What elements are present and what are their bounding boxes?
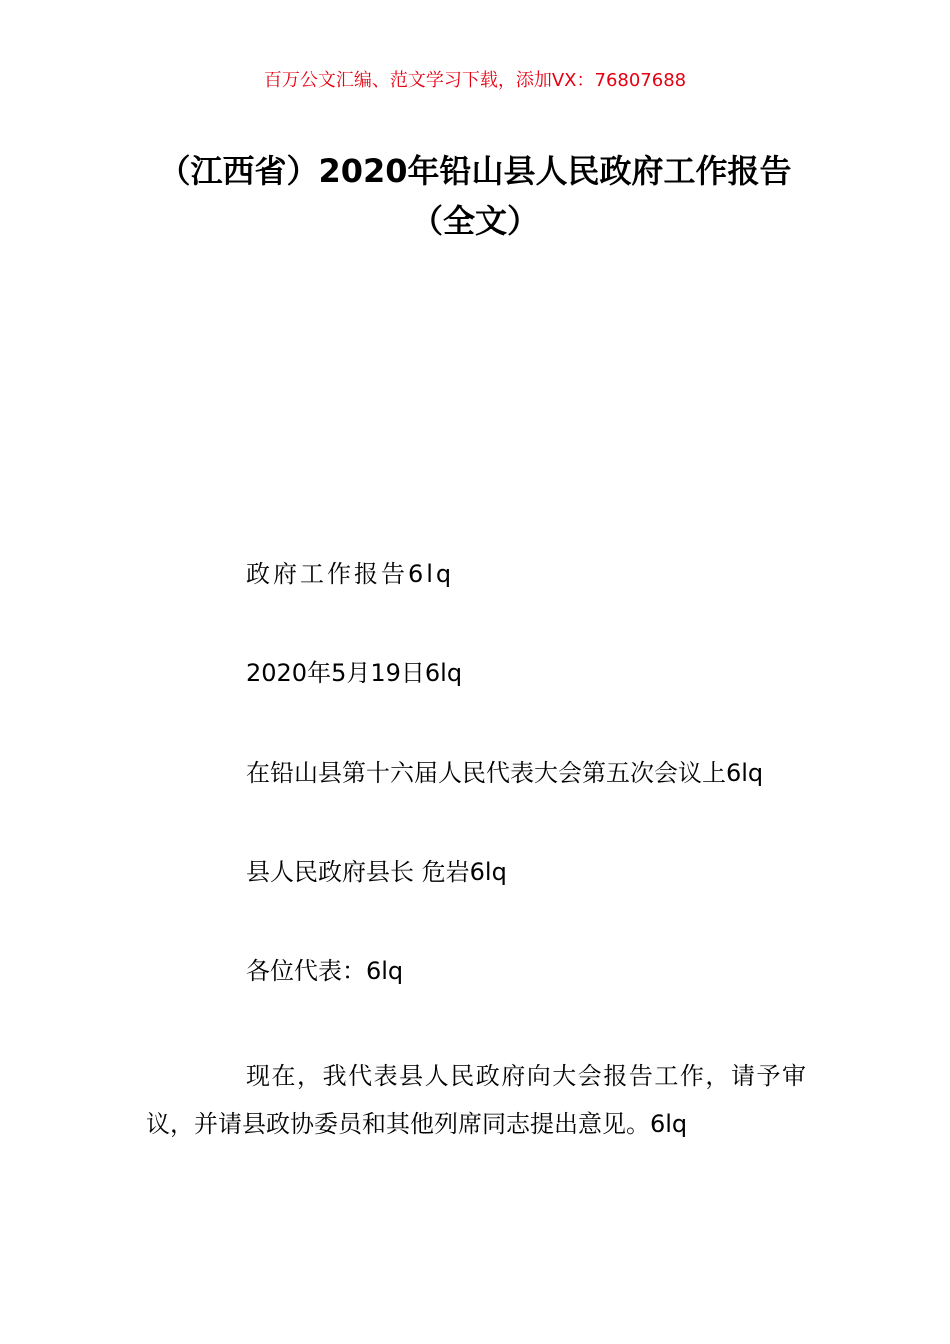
report-date: 2020年5月19日6lq bbox=[246, 659, 463, 687]
salutation: 各位代表：6lq bbox=[246, 957, 404, 985]
document-title: （江西省）2020年铅山县人民政府工作报告（全文） bbox=[158, 152, 792, 240]
meeting-line: 在铅山县第十六届人民代表大会第五次会议上6lq bbox=[246, 759, 764, 787]
opening-paragraph: 现在，我代表县人民政府向大会报告工作，请予审议，并请县政协委员和其他列席同志提出意见。6lq bbox=[146, 1062, 806, 1138]
watermark-header: 百万公文汇编、范文学习下载，添加VX：76807688 bbox=[263, 70, 687, 91]
speaker-line: 县人民政府县长 危岩6lq bbox=[246, 858, 507, 886]
report-label: 政府工作报告6lq bbox=[246, 560, 455, 588]
